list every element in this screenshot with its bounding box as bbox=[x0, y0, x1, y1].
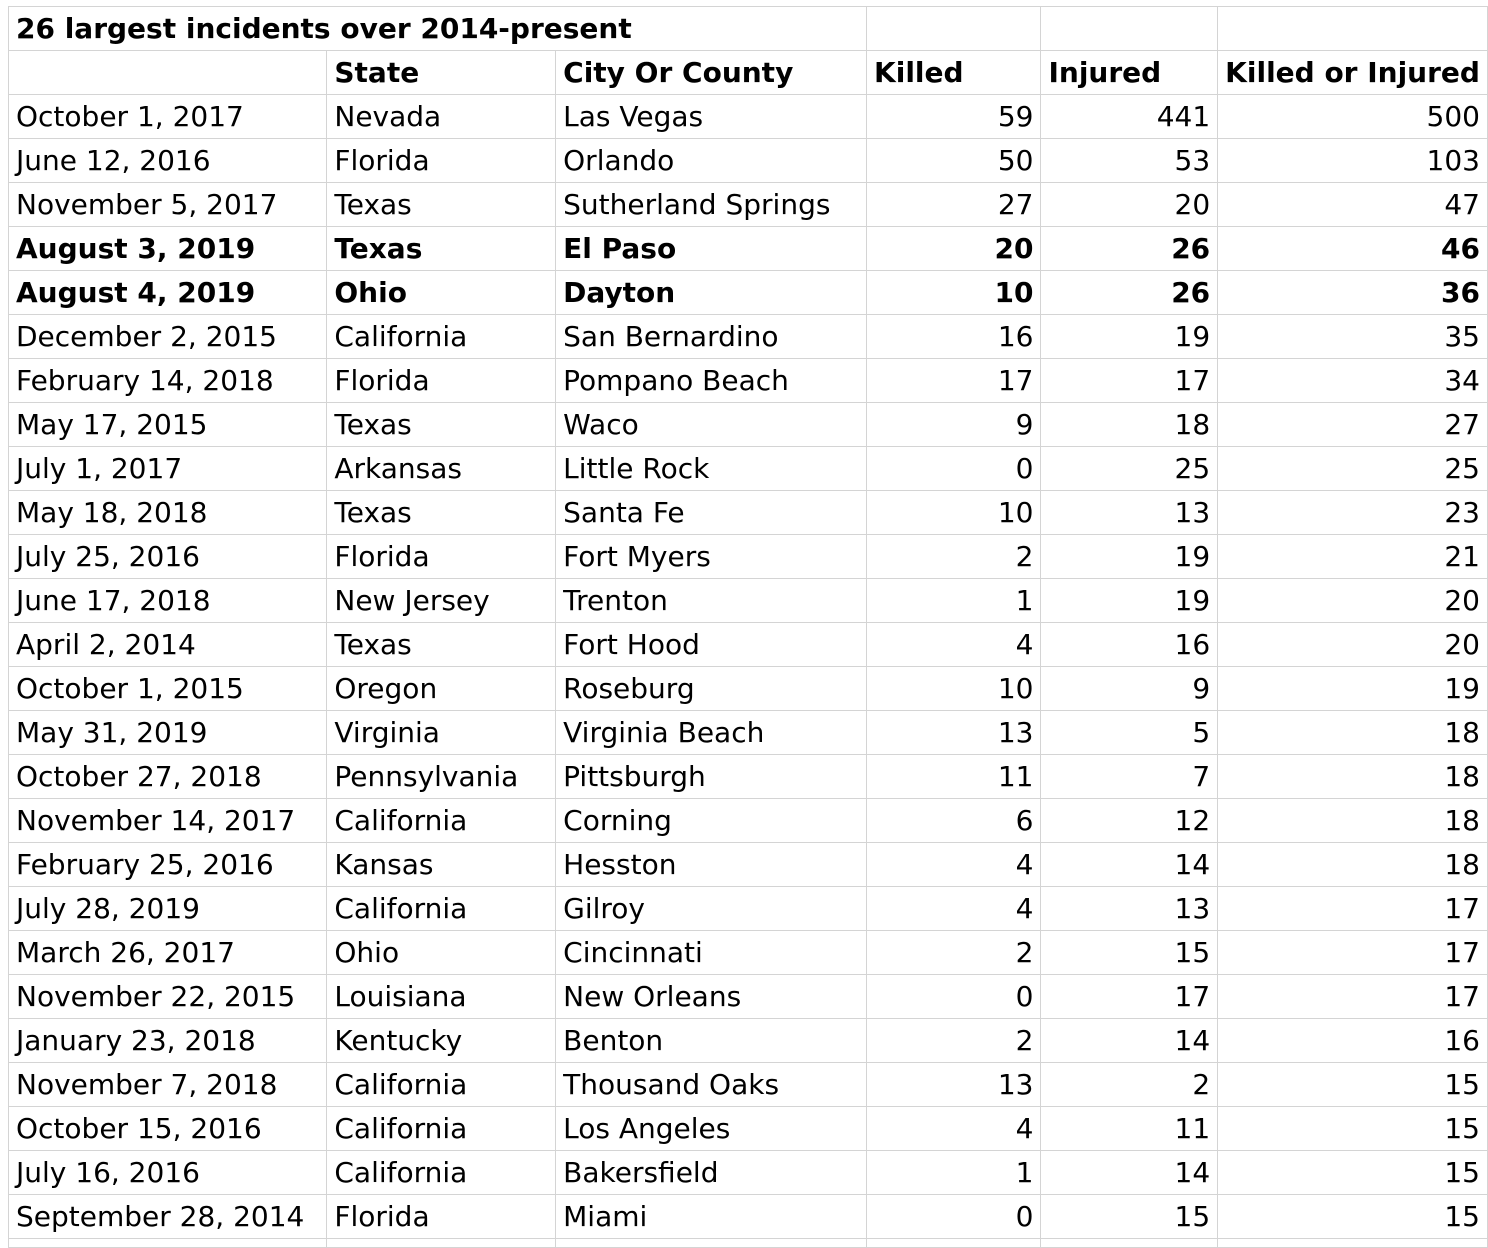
cell-state[interactable]: Oregon bbox=[327, 667, 556, 711]
cell-date[interactable]: May 18, 2018 bbox=[9, 491, 327, 535]
cell-date[interactable]: December 2, 2015 bbox=[9, 315, 327, 359]
cell-state[interactable]: California bbox=[327, 887, 556, 931]
empty-cell[interactable] bbox=[327, 1239, 556, 1248]
cell-state[interactable]: Florida bbox=[327, 139, 556, 183]
cell-total[interactable]: 34 bbox=[1218, 359, 1488, 403]
cell-injured[interactable]: 7 bbox=[1041, 755, 1218, 799]
header-total[interactable]: Killed or Injured bbox=[1218, 51, 1488, 95]
cell-state[interactable]: Florida bbox=[327, 535, 556, 579]
table-row bbox=[9, 491, 1488, 535]
cell-date[interactable]: October 15, 2016 bbox=[9, 1107, 327, 1151]
cell-date[interactable]: April 2, 2014 bbox=[9, 623, 327, 667]
cell-date[interactable]: September 28, 2014 bbox=[9, 1195, 327, 1239]
cell-injured[interactable]: 19 bbox=[1041, 579, 1218, 623]
cell-state[interactable]: Texas bbox=[327, 183, 556, 227]
cell-city[interactable]: Virginia Beach bbox=[556, 711, 867, 755]
cell-state[interactable]: Nevada bbox=[327, 95, 556, 139]
header-state[interactable]: State bbox=[327, 51, 556, 95]
cell-state[interactable]: Texas bbox=[327, 403, 556, 447]
cell-killed[interactable]: 4 bbox=[867, 623, 1041, 667]
cell-date[interactable]: January 23, 2018 bbox=[9, 1019, 327, 1063]
cell-killed[interactable]: 20 bbox=[867, 227, 1041, 271]
cell-state[interactable]: Ohio bbox=[327, 271, 556, 315]
cell-total[interactable]: 16 bbox=[1218, 1019, 1488, 1063]
cell-date[interactable]: November 7, 2018 bbox=[9, 1063, 327, 1107]
table-row bbox=[9, 447, 1488, 491]
cell-state[interactable]: California bbox=[327, 315, 556, 359]
cell-injured[interactable]: 9 bbox=[1041, 667, 1218, 711]
cell-state[interactable]: California bbox=[327, 799, 556, 843]
cell-injured[interactable]: 26 bbox=[1041, 271, 1218, 315]
cell-city[interactable]: Thousand Oaks bbox=[556, 1063, 867, 1107]
table-row bbox=[9, 271, 1488, 315]
table-row bbox=[9, 359, 1488, 403]
cell-date[interactable]: July 1, 2017 bbox=[9, 447, 327, 491]
cell-city[interactable]: New Orleans bbox=[556, 975, 867, 1019]
cell-date[interactable]: May 17, 2015 bbox=[9, 403, 327, 447]
cell-date[interactable]: November 14, 2017 bbox=[9, 799, 327, 843]
empty-cell[interactable] bbox=[1041, 1239, 1218, 1248]
empty-cell[interactable] bbox=[867, 1239, 1041, 1248]
table-row bbox=[9, 183, 1488, 227]
cell-total[interactable]: 35 bbox=[1218, 315, 1488, 359]
cell-city[interactable]: Corning bbox=[556, 799, 867, 843]
cell-date[interactable]: February 14, 2018 bbox=[9, 359, 327, 403]
cell-state[interactable]: California bbox=[327, 1063, 556, 1107]
cell-city[interactable]: El Paso bbox=[556, 227, 867, 271]
cell-injured[interactable]: 441 bbox=[1041, 95, 1218, 139]
cell-total[interactable]: 25 bbox=[1218, 447, 1488, 491]
table-row bbox=[9, 1107, 1488, 1151]
empty-cell[interactable] bbox=[1041, 7, 1218, 51]
title-cell[interactable] bbox=[9, 7, 867, 51]
cell-killed[interactable]: 13 bbox=[867, 1063, 1041, 1107]
cell-injured[interactable]: 13 bbox=[1041, 491, 1218, 535]
cell-injured[interactable]: 25 bbox=[1041, 447, 1218, 491]
cell-killed[interactable]: 59 bbox=[867, 95, 1041, 139]
cell-city[interactable]: Santa Fe bbox=[556, 491, 867, 535]
cell-city[interactable]: Cincinnati bbox=[556, 931, 867, 975]
title-row bbox=[9, 7, 1488, 51]
cell-total[interactable]: 15 bbox=[1218, 1107, 1488, 1151]
cell-city[interactable]: Los Angeles bbox=[556, 1107, 867, 1151]
cell-injured[interactable]: 5 bbox=[1041, 711, 1218, 755]
cell-state[interactable]: Kansas bbox=[327, 843, 556, 887]
cell-city[interactable]: Pompano Beach bbox=[556, 359, 867, 403]
cell-killed[interactable]: 2 bbox=[867, 1019, 1041, 1063]
cell-injured[interactable]: 19 bbox=[1041, 535, 1218, 579]
cell-total[interactable]: 18 bbox=[1218, 711, 1488, 755]
cell-state[interactable]: Arkansas bbox=[327, 447, 556, 491]
table-row bbox=[9, 315, 1488, 359]
table-row bbox=[9, 931, 1488, 975]
cell-state[interactable]: Kentucky bbox=[327, 1019, 556, 1063]
cell-injured[interactable]: 13 bbox=[1041, 887, 1218, 931]
cell-state[interactable]: Texas bbox=[327, 491, 556, 535]
cell-city[interactable]: Trenton bbox=[556, 579, 867, 623]
cell-killed[interactable]: 16 bbox=[867, 315, 1041, 359]
cell-injured[interactable]: 2 bbox=[1041, 1063, 1218, 1107]
cell-date[interactable]: October 1, 2017 bbox=[9, 95, 327, 139]
cell-city[interactable]: Gilroy bbox=[556, 887, 867, 931]
cell-total[interactable]: 19 bbox=[1218, 667, 1488, 711]
cell-killed[interactable]: 11 bbox=[867, 755, 1041, 799]
cell-killed[interactable]: 0 bbox=[867, 975, 1041, 1019]
cell-injured[interactable]: 26 bbox=[1041, 227, 1218, 271]
table-row bbox=[9, 1019, 1488, 1063]
cell-injured[interactable]: 18 bbox=[1041, 403, 1218, 447]
cell-state[interactable]: Florida bbox=[327, 359, 556, 403]
cell-killed[interactable]: 10 bbox=[867, 271, 1041, 315]
cell-killed[interactable]: 10 bbox=[867, 491, 1041, 535]
cell-killed[interactable]: 10 bbox=[867, 667, 1041, 711]
cell-state[interactable]: California bbox=[327, 1151, 556, 1195]
cell-city[interactable]: Orlando bbox=[556, 139, 867, 183]
cell-city[interactable]: Miami bbox=[556, 1195, 867, 1239]
cell-killed[interactable]: 1 bbox=[867, 1151, 1041, 1195]
cell-total[interactable]: 103 bbox=[1218, 139, 1488, 183]
cell-injured[interactable]: 15 bbox=[1041, 1195, 1218, 1239]
cell-killed[interactable]: 6 bbox=[867, 799, 1041, 843]
cell-injured[interactable]: 20 bbox=[1041, 183, 1218, 227]
cell-date[interactable]: August 4, 2019 bbox=[9, 271, 327, 315]
cell-state[interactable]: Florida bbox=[327, 1195, 556, 1239]
table-row bbox=[9, 535, 1488, 579]
cell-injured[interactable]: 14 bbox=[1041, 1151, 1218, 1195]
cell-injured[interactable]: 19 bbox=[1041, 315, 1218, 359]
cell-city[interactable]: Las Vegas bbox=[556, 95, 867, 139]
cell-killed[interactable]: 0 bbox=[867, 447, 1041, 491]
header-row bbox=[9, 51, 1488, 95]
cell-city[interactable]: Fort Myers bbox=[556, 535, 867, 579]
cell-city[interactable]: Bakersfield bbox=[556, 1151, 867, 1195]
cell-killed[interactable]: 9 bbox=[867, 403, 1041, 447]
cell-killed[interactable]: 2 bbox=[867, 535, 1041, 579]
empty-row bbox=[9, 1239, 1488, 1248]
sheet-title: 26 largest incidents over 2014-present bbox=[16, 12, 632, 45]
cell-date[interactable]: June 17, 2018 bbox=[9, 579, 327, 623]
cell-killed[interactable]: 13 bbox=[867, 711, 1041, 755]
cell-city[interactable]: Roseburg bbox=[556, 667, 867, 711]
empty-cell[interactable] bbox=[9, 1239, 327, 1248]
table-row bbox=[9, 227, 1488, 271]
spreadsheet-body bbox=[9, 7, 1488, 1248]
cell-total[interactable]: 20 bbox=[1218, 579, 1488, 623]
empty-cell[interactable] bbox=[1218, 1239, 1488, 1248]
cell-total[interactable]: 17 bbox=[1218, 887, 1488, 931]
spreadsheet-table bbox=[8, 6, 1488, 1248]
cell-date[interactable]: October 27, 2018 bbox=[9, 755, 327, 799]
table-row bbox=[9, 711, 1488, 755]
cell-total[interactable]: 23 bbox=[1218, 491, 1488, 535]
cell-date[interactable]: July 16, 2016 bbox=[9, 1151, 327, 1195]
cell-total[interactable]: 18 bbox=[1218, 799, 1488, 843]
table-row bbox=[9, 1151, 1488, 1195]
table-row bbox=[9, 843, 1488, 887]
cell-killed[interactable]: 4 bbox=[867, 843, 1041, 887]
table-row bbox=[9, 887, 1488, 931]
cell-injured[interactable]: 53 bbox=[1041, 139, 1218, 183]
cell-date[interactable]: March 26, 2017 bbox=[9, 931, 327, 975]
cell-total[interactable]: 15 bbox=[1218, 1151, 1488, 1195]
cell-injured[interactable]: 15 bbox=[1041, 931, 1218, 975]
cell-state[interactable]: Louisiana bbox=[327, 975, 556, 1019]
cell-killed[interactable]: 4 bbox=[867, 1107, 1041, 1151]
cell-city[interactable]: Sutherland Springs bbox=[556, 183, 867, 227]
cell-date[interactable]: May 31, 2019 bbox=[9, 711, 327, 755]
cell-state[interactable]: New Jersey bbox=[327, 579, 556, 623]
header-city[interactable]: City Or County bbox=[556, 51, 867, 95]
cell-city[interactable]: San Bernardino bbox=[556, 315, 867, 359]
cell-state[interactable]: Ohio bbox=[327, 931, 556, 975]
cell-total[interactable]: 17 bbox=[1218, 975, 1488, 1019]
cell-total[interactable]: 36 bbox=[1218, 271, 1488, 315]
cell-killed[interactable]: 4 bbox=[867, 887, 1041, 931]
cell-city[interactable]: Waco bbox=[556, 403, 867, 447]
cell-date[interactable]: August 3, 2019 bbox=[9, 227, 327, 271]
cell-killed[interactable]: 0 bbox=[867, 1195, 1041, 1239]
table-row bbox=[9, 403, 1488, 447]
cell-total[interactable]: 17 bbox=[1218, 931, 1488, 975]
cell-date[interactable]: February 25, 2016 bbox=[9, 843, 327, 887]
cell-state[interactable]: Texas bbox=[327, 227, 556, 271]
cell-total[interactable]: 18 bbox=[1218, 843, 1488, 887]
cell-injured[interactable]: 14 bbox=[1041, 1019, 1218, 1063]
cell-total[interactable]: 21 bbox=[1218, 535, 1488, 579]
cell-total[interactable]: 47 bbox=[1218, 183, 1488, 227]
cell-total[interactable]: 500 bbox=[1218, 95, 1488, 139]
cell-date[interactable]: November 5, 2017 bbox=[9, 183, 327, 227]
cell-total[interactable]: 27 bbox=[1218, 403, 1488, 447]
cell-injured[interactable]: 16 bbox=[1041, 623, 1218, 667]
empty-cell[interactable] bbox=[1218, 7, 1488, 51]
cell-killed[interactable]: 1 bbox=[867, 579, 1041, 623]
table-row bbox=[9, 623, 1488, 667]
cell-city[interactable]: Dayton bbox=[556, 271, 867, 315]
cell-date[interactable]: November 22, 2015 bbox=[9, 975, 327, 1019]
cell-killed[interactable]: 17 bbox=[867, 359, 1041, 403]
table-row bbox=[9, 667, 1488, 711]
cell-killed[interactable]: 27 bbox=[867, 183, 1041, 227]
cell-state[interactable]: Pennsylvania bbox=[327, 755, 556, 799]
cell-injured[interactable]: 12 bbox=[1041, 799, 1218, 843]
header-injured[interactable]: Injured bbox=[1041, 51, 1218, 95]
empty-cell[interactable] bbox=[556, 1239, 867, 1248]
header-date[interactable] bbox=[9, 51, 327, 95]
table-row bbox=[9, 1063, 1488, 1107]
table-row bbox=[9, 799, 1488, 843]
cell-date[interactable]: June 12, 2016 bbox=[9, 139, 327, 183]
cell-injured[interactable]: 11 bbox=[1041, 1107, 1218, 1151]
cell-date[interactable]: October 1, 2015 bbox=[9, 667, 327, 711]
cell-date[interactable]: July 25, 2016 bbox=[9, 535, 327, 579]
table-row bbox=[9, 755, 1488, 799]
cell-state[interactable]: Virginia bbox=[327, 711, 556, 755]
empty-cell[interactable] bbox=[867, 7, 1041, 51]
cell-city[interactable]: Hesston bbox=[556, 843, 867, 887]
table-row bbox=[9, 139, 1488, 183]
cell-city[interactable]: Benton bbox=[556, 1019, 867, 1063]
header-killed[interactable]: Killed bbox=[867, 51, 1041, 95]
cell-total[interactable]: 18 bbox=[1218, 755, 1488, 799]
cell-state[interactable]: California bbox=[327, 1107, 556, 1151]
cell-injured[interactable]: 17 bbox=[1041, 975, 1218, 1019]
cell-date[interactable]: July 28, 2019 bbox=[9, 887, 327, 931]
table-row bbox=[9, 1195, 1488, 1239]
cell-city[interactable]: Fort Hood bbox=[556, 623, 867, 667]
cell-killed[interactable]: 50 bbox=[867, 139, 1041, 183]
cell-total[interactable]: 20 bbox=[1218, 623, 1488, 667]
cell-killed[interactable]: 2 bbox=[867, 931, 1041, 975]
cell-state[interactable]: Texas bbox=[327, 623, 556, 667]
cell-total[interactable]: 15 bbox=[1218, 1063, 1488, 1107]
cell-city[interactable]: Little Rock bbox=[556, 447, 867, 491]
cell-injured[interactable]: 14 bbox=[1041, 843, 1218, 887]
cell-city[interactable]: Pittsburgh bbox=[556, 755, 867, 799]
table-row bbox=[9, 579, 1488, 623]
cell-injured[interactable]: 17 bbox=[1041, 359, 1218, 403]
table-row bbox=[9, 95, 1488, 139]
cell-total[interactable]: 46 bbox=[1218, 227, 1488, 271]
table-row bbox=[9, 975, 1488, 1019]
cell-total[interactable]: 15 bbox=[1218, 1195, 1488, 1239]
